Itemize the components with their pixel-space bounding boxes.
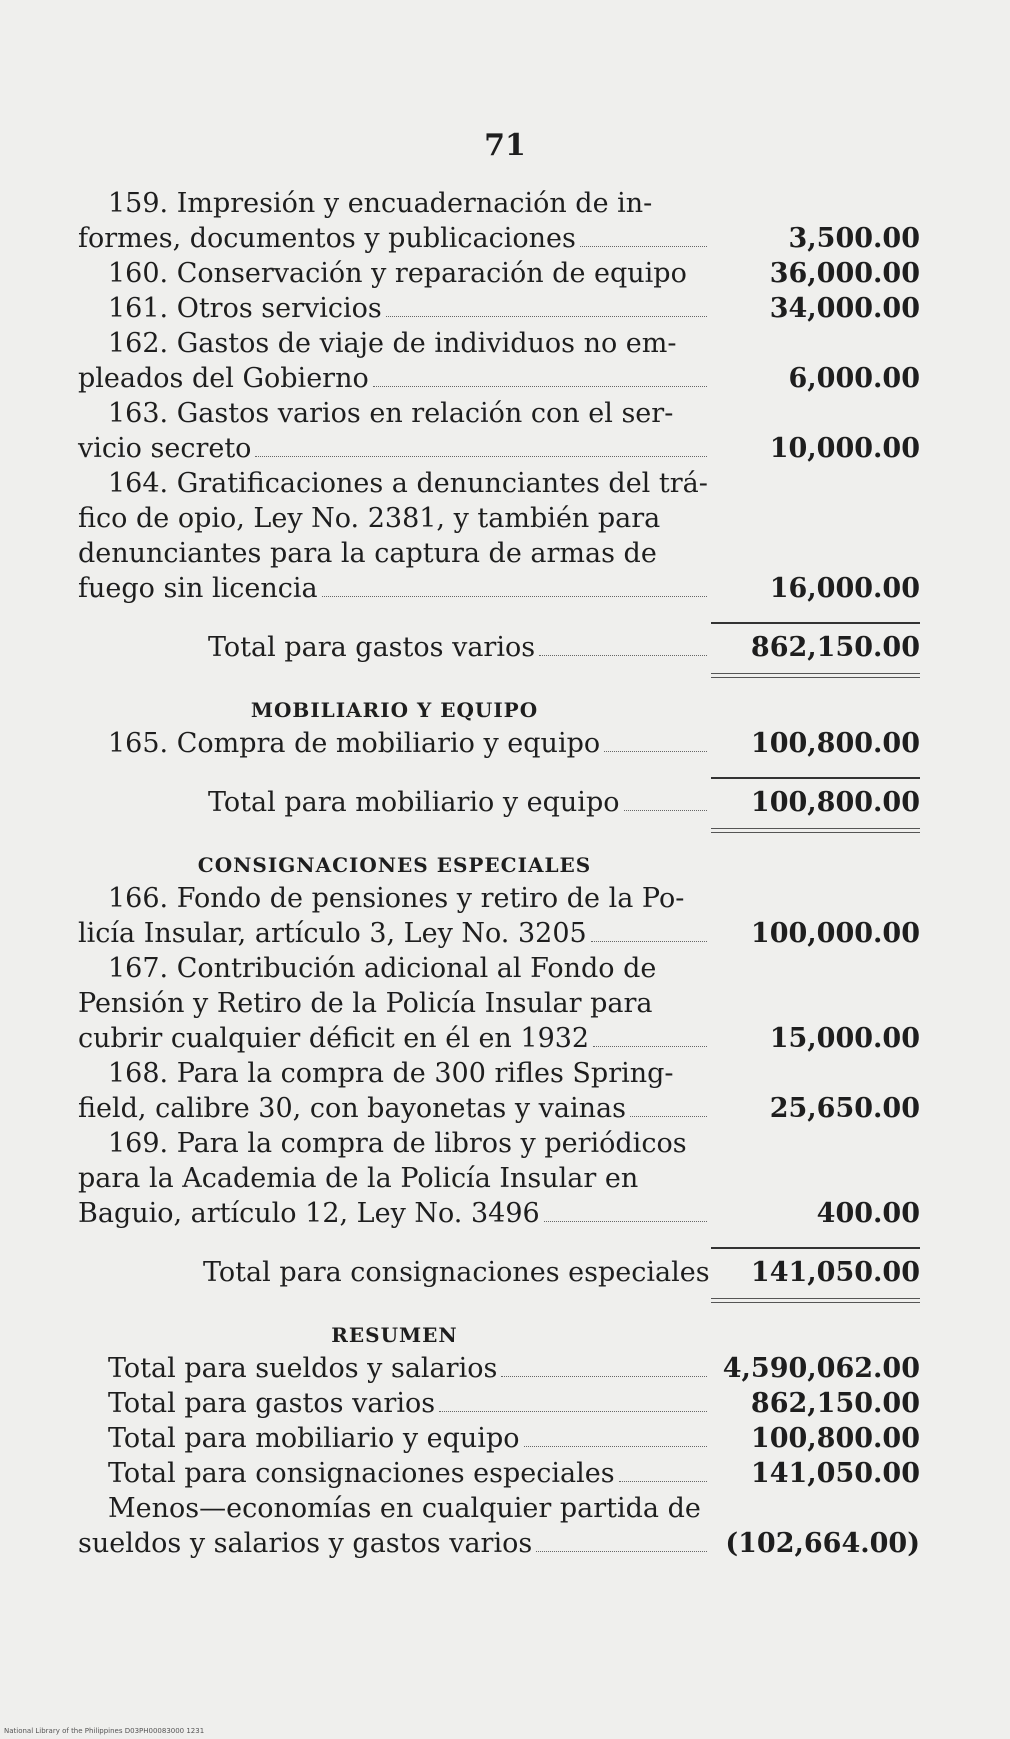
- item-text-last: pleados del Gobierno: [78, 363, 369, 394]
- resumen-amount: 100,800.00: [750, 1423, 920, 1454]
- section-heading-consignaciones: CONSIGNACIONES ESPECIALES: [197, 853, 592, 877]
- item-amount: 400.00: [816, 1198, 920, 1229]
- item-amount: 36,000.00: [769, 258, 920, 289]
- rule-double: [711, 673, 920, 678]
- document-body: [78, 186, 920, 1561]
- line-item-160: [78, 256, 920, 291]
- resumen-amount: 4,590,062.00: [722, 1353, 920, 1384]
- line-item-161: [78, 291, 920, 326]
- item-text-last: cubrir cualquier déficit en él en 1932: [78, 1023, 590, 1054]
- resumen-label: Total para mobiliario y equipo: [108, 1423, 520, 1454]
- item-amount: 16,000.00: [769, 573, 920, 604]
- item-text-last: 160. Conservación y reparación de equipo: [108, 258, 687, 289]
- total-label: Total para gastos varios: [208, 632, 536, 663]
- rule-double: [711, 828, 920, 833]
- line-item-167: [78, 951, 920, 1056]
- resumen-row: [78, 1456, 920, 1491]
- item-text-last: vicio secreto: [78, 433, 252, 464]
- item-text-line: 169. Para la compra de libros y periódicos: [108, 1128, 687, 1159]
- total-amount: 141,050.00: [750, 1257, 920, 1288]
- resumen-label: Total para consignaciones especiales: [108, 1458, 615, 1489]
- total-gastos-varios: [78, 630, 920, 665]
- line-item-169: [78, 1126, 920, 1231]
- item-text-line: denunciantes para la captura de armas de: [78, 538, 657, 569]
- item-amount: 25,650.00: [769, 1093, 920, 1124]
- item-amount: 15,000.00: [769, 1023, 920, 1054]
- item-text-last: 165. Compra de mobiliario y equipo: [108, 728, 601, 759]
- item-text-line: 168. Para la compra de 300 rifles Spring-: [108, 1058, 674, 1089]
- item-text-line: 164. Gratificaciones a denunciantes del trá-: [108, 468, 708, 499]
- page-number: 71: [484, 128, 526, 163]
- item-text-last: field, calibre 30, con bayonetas y vainas: [78, 1093, 626, 1124]
- resumen-menos: [78, 1491, 920, 1561]
- line-item-164: [78, 466, 920, 606]
- menos-line: Menos—economías en cualquier partida de: [108, 1493, 701, 1524]
- item-text-line: 162. Gastos de viaje de individuos no em-: [108, 328, 677, 359]
- total-amount: 862,150.00: [750, 632, 920, 663]
- item-text-last: Baguio, artículo 12, Ley No. 3496: [78, 1198, 540, 1229]
- item-amount: 100,000.00: [750, 918, 920, 949]
- section-heading-resumen: RESUMEN: [331, 1323, 458, 1347]
- item-text-line: fico de opio, Ley No. 2381, y también para: [78, 503, 661, 534]
- total-label: Total para mobiliario y equipo: [208, 787, 620, 818]
- resumen-amount: 862,150.00: [750, 1388, 920, 1419]
- item-amount: 100,800.00: [750, 728, 920, 759]
- total-amount: 100,800.00: [750, 787, 920, 818]
- line-item-163: [78, 396, 920, 466]
- item-text-last: formes, documentos y publicaciones: [78, 223, 576, 254]
- rule-single: [711, 622, 920, 624]
- resumen-amount: 141,050.00: [750, 1458, 920, 1489]
- item-amount: 3,500.00: [788, 223, 920, 254]
- total-mobiliario: [78, 785, 920, 820]
- menos-last: sueldos y salarios y gastos varios: [78, 1528, 533, 1559]
- line-item-159: [78, 186, 920, 256]
- item-text-line: 159. Impresión y encuadernación de in-: [108, 188, 653, 219]
- item-text-line: 166. Fondo de pensiones y retiro de la Po-: [108, 883, 685, 914]
- line-item-166: [78, 881, 920, 951]
- total-consignaciones: [78, 1255, 920, 1290]
- item-text-last: fuego sin licencia: [78, 573, 318, 604]
- item-text-last: licía Insular, artículo 3, Ley No. 3205: [78, 918, 587, 949]
- item-amount: 34,000.00: [769, 293, 920, 324]
- resumen-row: [78, 1421, 920, 1456]
- scan-footer: National Library of the Philippines D03PH00083000 1231: [4, 1727, 205, 1735]
- item-text-line: 167. Contribución adicional al Fondo de: [108, 953, 657, 984]
- item-amount: 6,000.00: [788, 363, 920, 394]
- rule-double: [711, 1298, 920, 1303]
- line-item-168: [78, 1056, 920, 1126]
- item-amount: 10,000.00: [769, 433, 920, 464]
- item-text-line: Pensión y Retiro de la Policía Insular para: [78, 988, 653, 1019]
- line-item-162: [78, 326, 920, 396]
- resumen-label: Total para sueldos y salarios: [108, 1353, 498, 1384]
- item-text-line: para la Academia de la Policía Insular en: [78, 1163, 639, 1194]
- rule-single: [711, 1247, 920, 1249]
- line-item-165: [78, 726, 920, 761]
- rule-single: [711, 777, 920, 779]
- resumen-label: Total para gastos varios: [108, 1388, 436, 1419]
- resumen-row: [78, 1386, 920, 1421]
- item-text-last: 161. Otros servicios: [108, 293, 382, 324]
- item-text-line: 163. Gastos varios en relación con el ser-: [108, 398, 674, 429]
- menos-amount: (102,664.00): [725, 1528, 920, 1559]
- total-label: Total para consignaciones especiales: [203, 1257, 710, 1288]
- resumen-row: [78, 1351, 920, 1386]
- section-heading-mobiliario: MOBILIARIO Y EQUIPO: [250, 698, 539, 722]
